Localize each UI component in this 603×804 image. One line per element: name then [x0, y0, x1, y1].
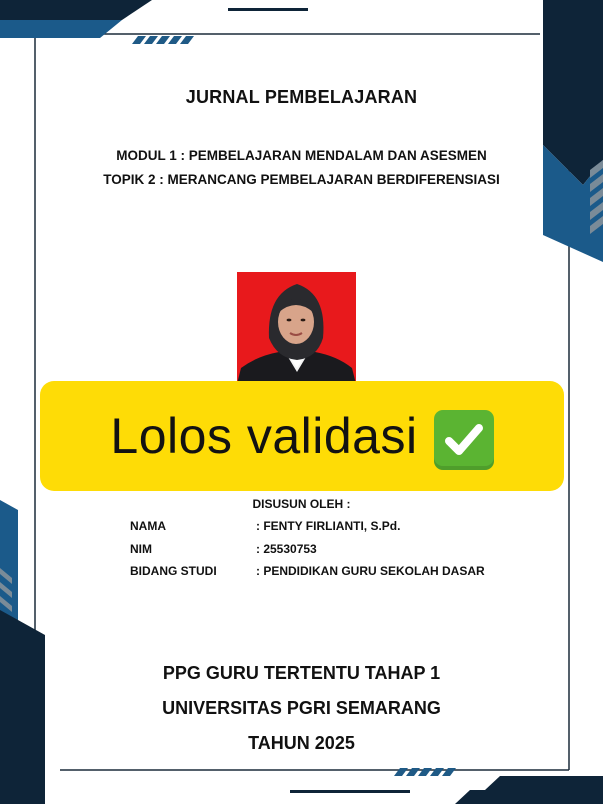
name-value: : FENTY FIRLIANTI, S.Pd.: [256, 519, 401, 533]
field-of-study-value: : PENDIDIKAN GURU SEKOLAH DASAR: [256, 564, 485, 578]
validation-badge: [40, 381, 564, 491]
validation-badge-text: Lolos validasi: [110, 408, 418, 464]
nim-value: : 25530753: [256, 542, 317, 556]
program-line: PPG GURU TERTENTU TAHAP 1: [162, 663, 441, 683]
name-label: NAMA: [130, 519, 166, 533]
field-of-study-label: BIDANG STUDI: [130, 564, 217, 578]
author-heading: DISUSUN OLEH :: [252, 497, 351, 511]
topic-line: TOPIK 2 : MERANCANG PEMBELAJARAN BERDIFERENSIASI: [103, 172, 500, 187]
year-line: TAHUN 2025: [248, 733, 355, 753]
nim-label: NIM: [130, 542, 152, 556]
university-line: UNIVERSITAS PGRI SEMARANG: [162, 698, 441, 718]
author-photo: [237, 272, 356, 384]
module-line: MODUL 1 : PEMBELAJARAN MENDALAM DAN ASESMEN: [116, 148, 487, 163]
check-mark-button-icon: [434, 410, 494, 470]
document-title: JURNAL PEMBELAJARAN: [185, 87, 418, 107]
